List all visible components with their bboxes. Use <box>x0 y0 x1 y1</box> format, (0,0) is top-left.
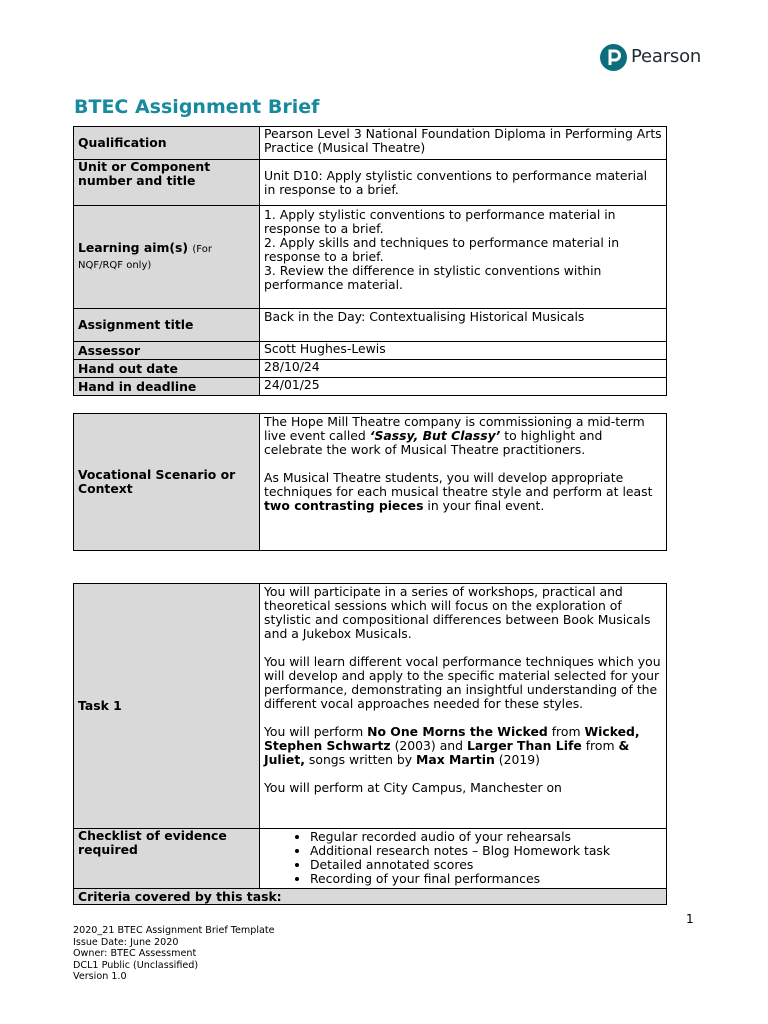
task-table <box>73 583 667 905</box>
checklist-item: • Regular recorded audio of your rehearsals <box>310 830 662 844</box>
pearson-logo <box>600 42 701 72</box>
criteria-heading: Criteria covered by this task: <box>74 889 667 905</box>
pearson-wordmark: Pearson <box>631 46 702 67</box>
scenario-table <box>73 413 667 551</box>
learning-aims-value <box>260 206 667 309</box>
scenario-paragraph-2: As Musical Theatre students, you will develop appropriate techniques for each musical theatre style and perform at least two contrasting pieces in your final event. <box>264 470 653 513</box>
checklist-item: • Recording of your final performances <box>310 872 662 886</box>
details-table <box>73 126 667 396</box>
checklist-item: • Additional research notes – Blog Homework task <box>310 844 662 858</box>
footer-line: Version 1.0 <box>73 971 127 983</box>
checklist-label: Checklist of evidence required <box>74 829 260 889</box>
task-paragraph-3: You will perform No One Morns the Wicked from Wicked, Stephen Schwartz (2003) and Larger Than Life from & Juliet, songs written by Max Martin (2019) <box>264 724 640 767</box>
learning-aims-note: (For NQF/RQF only) <box>78 244 212 271</box>
unit-value: Unit D10: Apply stylistic conventions to performance material in response to a brief. <box>260 160 667 206</box>
hand-in-value: 24/01/25 <box>260 378 667 396</box>
task-paragraph-2: You will learn different vocal performance techniques which you will develop and apply to the specific material selected for your performance, demonstrating an insightful understanding of the different vocal approaches needed for these styles. <box>264 654 661 711</box>
footer-line: Issue Date: June 2020 <box>73 936 179 948</box>
learning-aims-title: Learning aim(s) <box>78 240 189 255</box>
scenario-label: Vocational Scenario or Context <box>74 414 260 551</box>
assignment-title-value: Back in the Day: Contextualising Historical Musicals <box>260 309 667 342</box>
hand-out-value: 28/10/24 <box>260 360 667 378</box>
qualification-value: Pearson Level 3 National Foundation Diploma in Performing Arts Practice (Musical Theatre) <box>260 127 667 160</box>
task-paragraph-4: You will perform at City Campus, Manchester on <box>264 780 562 795</box>
scenario-value <box>260 414 667 551</box>
evidence-checklist <box>264 830 662 886</box>
page-number: 1 <box>686 912 694 926</box>
page-title: BTEC Assignment Brief <box>74 96 320 118</box>
event-name: ‘Sassy, But Classy’ <box>369 428 501 443</box>
unit-label: Unit or Component number and title <box>74 160 260 206</box>
footer-line: DCL1 Public (Unclassified) <box>73 959 199 971</box>
pearson-p-icon <box>600 44 627 71</box>
task-paragraph-1: You will participate in a series of workshops, practical and theoretical sessions which will focus on the exploration of stylistic and compositional differences between Book Musicals and a Jukebox Musicals. <box>264 584 651 641</box>
checklist-item: • Detailed annotated scores <box>310 858 662 872</box>
footer <box>73 925 275 983</box>
learning-aims-label <box>74 206 260 309</box>
checklist-value <box>260 829 667 889</box>
assessor-value: Scott Hughes-Lewis <box>260 342 667 360</box>
hand-in-label: Hand in deadline <box>74 378 260 396</box>
footer-line: 2020_21 BTEC Assignment Brief Template <box>73 925 275 936</box>
assignment-title-label: Assignment title <box>74 309 260 342</box>
learning-aim-item: 3. Review the difference in stylistic conventions within performance material. <box>264 263 602 292</box>
task-label: Task 1 <box>74 584 260 829</box>
scenario-paragraph-1: The Hope Mill Theatre company is commissioning a mid-term live event called ‘Sassy, But Classy’ to highlight and celebrate the work of Musical Theatre practitioners. <box>264 414 645 457</box>
learning-aim-item: 2. Apply skills and techniques to performance material in response to a brief. <box>264 235 620 264</box>
assessor-label: Assessor <box>74 342 260 360</box>
task-description <box>260 584 667 829</box>
footer-line: Owner: BTEC Assessment <box>73 948 197 960</box>
learning-aim-item: 1. Apply stylistic conventions to performance material in response to a brief. <box>264 207 616 236</box>
hand-out-label: Hand out date <box>74 360 260 378</box>
qualification-label: Qualification <box>74 127 260 160</box>
